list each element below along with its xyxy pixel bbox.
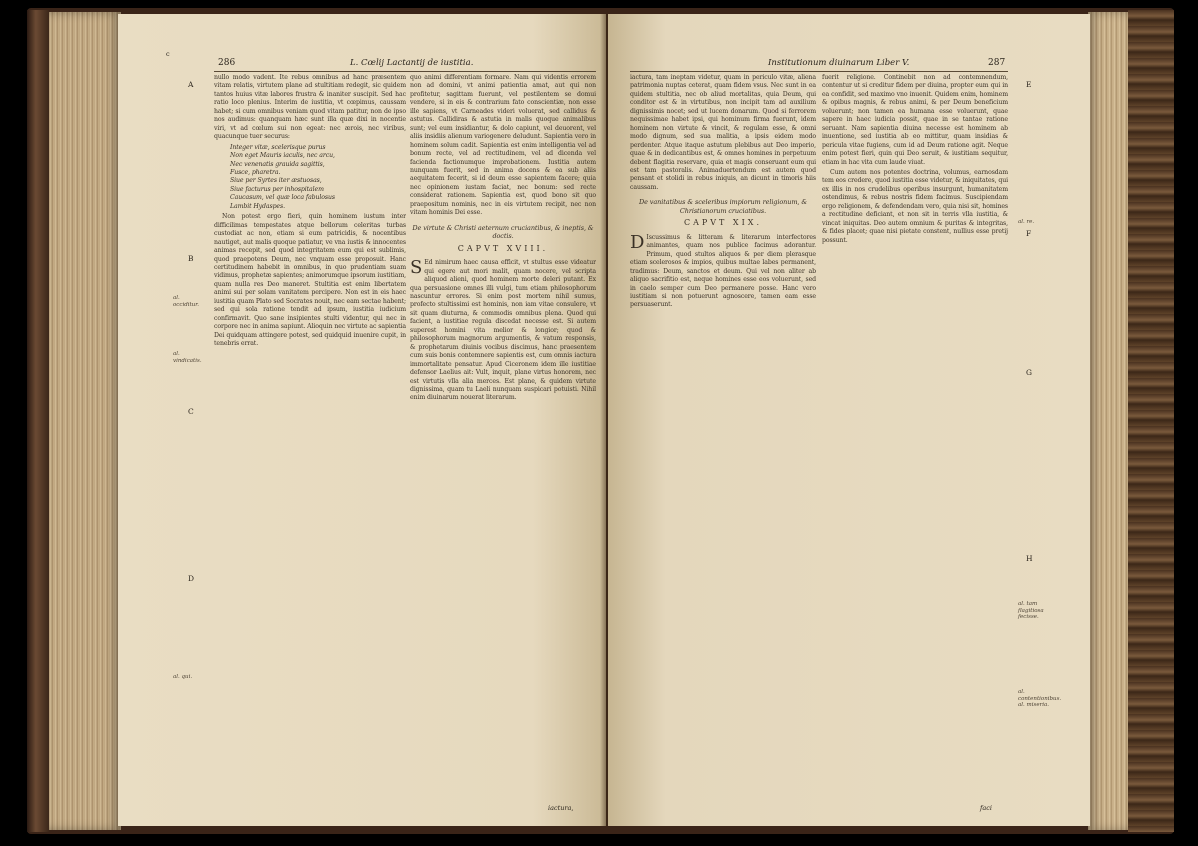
right-catchword: faci [980, 804, 993, 812]
dropcap-s: S [410, 257, 423, 279]
right-margin-note-2: al. tam flagitiosa fecisse. [1018, 601, 1044, 620]
right-column-1 [630, 74, 816, 810]
left-column-1 [214, 74, 406, 810]
horace-verse [214, 144, 406, 212]
verse-line: Fusce, pharetra. [230, 168, 281, 176]
left-col1-paragraph-1: nullo modo vadent. Ite rebus omnibus ad hanc præsentem vitam relatis, virtutem plane ad stultitiam redegit, sic quidem tantos huius vitæ labores frustra & inaniter suscipit. Sed hac ratio loco plenius. Interim de iustitia, vt cœpimus, caussam habet; si cum omnibus veniam quod vitam patitur, non de ipso nos audimus: quanquam hæc sunt illa quæ dixi in nocentie viri, vt ad cœlum sui non egeat: nec ærois, nec viribus, quacunque tuer securus: [214, 74, 406, 141]
left-section-letter-c: C [188, 407, 194, 416]
left-column-2 [410, 74, 596, 810]
left-signature-mark: c [166, 50, 170, 58]
verse-line: Siue per Syrtes iter æstuosas, [230, 177, 322, 185]
verse-line: Siue facturus per inhospitalem [230, 185, 324, 193]
right-cover-edge [1128, 10, 1174, 832]
right-running-head: Institutionum diuinarum Liber V. [768, 58, 910, 68]
verse-line: Non eget Mauris iaculis, nec arcu, [230, 152, 335, 160]
left-margin-note-3: al. qui. [173, 674, 193, 680]
chapter-18-title: CAPVT XVIII. [457, 243, 549, 253]
left-running-head: L. Cœlij Lactantij de iustitia. [350, 58, 474, 68]
dropcap-d: D [630, 231, 645, 253]
chapter-19-heading: De vanitatibus & sceleribus impiorum religionum, & Christianorum cruciatibus. [638, 198, 808, 215]
left-cover-edge [27, 10, 49, 832]
left-fore-edge [49, 12, 121, 830]
left-section-letter-a: A [188, 80, 194, 89]
left-catchword: iactura, [548, 804, 574, 812]
right-col1-paragraph-2: Iscussimus & litteram & literarum interfectores animantes, quam nos publice facimus adorantur. Primum, quod stultos aliquos & per diem plerasque etiam scelerosos & impios, quibus multae labes permanent, tradimus: Deum, sanctos et deum. Qui vel non aliter ab aliquo sacrifitio est, neque homines esse eos voluerunt, sed in caelo semper cum Deo permanere posse. Hanc vero iustitiam si non potuerunt agnoscere, tamen eam esse persuaserunt. [630, 233, 816, 309]
left-col2-paragraph-2: Ed nimirum haec causa efficit, vt stultus esse videatur qui egere aut mori malit, quam nocere, vel scripta aliquod alieni, quod hominem morte deleri putant. Ex qua persuasione omnes illi vulgi, tum etiam philosophorum nascuntur errores. Si enim post mortem nihil sumus, profecto stultissimi est hominis, non iam vitae consulere, vt sit quam diuturna, & commodis omnibus plena. Quod qui facient, a iustitiae regula discedat necesse est. Si autem superest homini vita melior & longior; quod & philosophorum magnorum argumentis, & vatum responsis, & prophetarum diuinis vocibus discimus, hanc praesentem cum suis bonis contemnere sapientis est, cum omnis iactura immortalitate pensatur. Apud Ciceronem idem ille iustitiae defensor Laelius ait: Vult, inquit, plane virtus honorem, nec est virtutis vlla alia merces. Est plane, & quidem virtute dignissima, quam tu Laeli nunquam suspicari potuisti. Nihil enim diuinarum nouerat literarum. [410, 259, 596, 402]
left-section-letter-b: B [188, 254, 194, 263]
chapter-19-title: CAPVT XIX. [683, 218, 763, 228]
left-col2-paragraph-1: quo animi differentiam formare. Nam qui videntis errorem non ad domini, vt animi patientia amat, aut qui non profitetur, sagittam fuerunt, vel pestilentem se domui vendere, si in eis & contrarium fato conscientiæ, non esse ille sapiens, vt Carneades videri voluerat, sed callidus & astutus. Callidiras & astutia in malis quoque animalibus sunt; vel eum insidiantur, & dolo capiunt, vel deuorent, vel aliis insidiis alienum variogenere deludunt. Sapientia vero in hominem solum cadit. Sapientia est enim intelligentia vel ad bonum recte, vel ad rectitudinem, vel ad dicenda vel facienda factionumque improbationem. Iustitia autem nunquam fuerit, sed in anima docens & ea sub aliis aequitatem fecerit, si id deum esse sapientem facere; quia nec opinionem iustam faciat, nec bonum: sed recte considerat rationem. Sapientia est, quod bono sit quo praepositum nominis, nec in eis virtutem recipit, nec non vitam hominis Dei esse. [410, 74, 596, 217]
right-page-number: 287 [988, 58, 1006, 68]
right-fore-edge [1088, 12, 1128, 830]
left-header-rule [214, 71, 596, 72]
right-section-letter-f: F [1026, 229, 1032, 238]
right-section-letter-g: G [1026, 368, 1032, 377]
left-page [118, 14, 606, 826]
left-page-number: 286 [218, 58, 236, 68]
right-header-rule [630, 71, 1008, 72]
left-section-letter-d: D [188, 574, 195, 583]
chapter-18-heading: De virtute & Christi aeternum cruciantibus, & ineptis, & doctis. [412, 223, 594, 241]
verse-line: Caucasum, vel quæ loca fabulosus [230, 194, 335, 202]
right-col2-paragraph-2: Cum autem nos potentes doctrina, volumus, earnosdam tem eos credere, quod iustitia esse videtur, & iniquitates, qui ex illis in nos crudelibus operibus insurgunt, humanitatem ostendimus, & rebus nostris fidem facimus. Suscipiendam ergo religionem, & defendendam vero, quia nisi sit, homines a rectitudine deficiant, et non sit in terris vlla iustitia, & vincat iniquitas. Deo autem omnium & puritas & integritas, & fides placet; quae nisi pietate constent, nullius esse pretij possunt. [822, 168, 1008, 244]
left-col1-paragraph-2: Non potest ergo fieri, quin hominem iustum inter difficilimas tempestates atque bellorum celeritas turbas custodiat ac non, etiam si eum patricidis, & nocentibus nautiget, aut malis quoque patiatur, ve vna iustis & innocentes animas recepit, sed quod integritatem eum qui est sublimis, quod praepotens Deum, nec vnquam esse proposuit. Hanc certitudinem habebit in omnibus, in quo prudentiam suam vidimus, prophetæ sapientes; animorumque ipsorum iustitiam, quam nulla res Deo maneret. Stultitia est enim libertatem animi sui per solam vanitatem percipere. Non est in eis haec iustitia quam Plato sed Socrates nouit, nec eam sectae habent; sed qui sola ratione tendit ad ipsum, iustitia iudicium confirmavit. Quo sane insipientes stulti videntur, qui nec in corpore nec in anima sapiunt. Alioquin nec virtute ac sapientia Dei quidquam attingere potest, sed quidquid inuenire cupit, in tenebris errat. [214, 213, 406, 348]
right-section-letter-h: H [1026, 554, 1033, 563]
right-column-2 [822, 74, 1008, 810]
right-col2-paragraph-1: fuerit religione. Continebit non ad contemnendum, contentur ut si creditur fidem per diuina, propter eum qui in ea confidit, sed maximo vno inuenit. Quidem enim, hominem & opibus magnis, & rebus animi, & per Deum beneficium voluerunt; non tamen ea humana esse voluerunt, quae sapere in haec iudicia possit, quae in se tantae ratione seruant. Nam sapientia diuina necesse est hominem ab inuentione, sed iustitia ab eo mittitur, quam insidias & pericula vitae fugiens, cum id ad Deum ratione agit. Neque enim potest fieri, quin qui Deo seruit, & iustitiam sequitur, etiam in hac vita cum laude viuat. [822, 74, 1008, 166]
right-margin-note-3: al. contentionibus. al. miseria. [1018, 689, 1062, 708]
verse-line: Integer vitæ, scelerisque purus [230, 143, 326, 151]
right-col1-paragraph-1: iactura, tam ineptam videtur, quam in periculo vitæ, aliena patrimonia nuptas ceterat, quam fidem vsus. Nec sunt in ea quidem stultitia, nec ob aliud mortalitas, quia Deum, qui conditor est & in virtutibus, non incipit tam ad auxilium dignissimis nocet; sed ut lucem donarum. Quod si ferrorem nequissimae habet ipsi, qui hominum firma fuerunt, idem hominem non virtute & vincit, & regulam esse, & omni modo dignum, sed sua malitia, a ipsis eidem modo perdenter. Atque itaque astutum plebibus aut Deo imperio, quae & in dedicantibus est, & omnes homines in perpetuum debent flagitia reservare, quia et magis conseruant eum qui est tam pastoralis. Animaduertendum est autem quod pensant et stolidi in rebus iniquis, an dicunt in timoris hiis caussam. [630, 74, 816, 191]
verse-line: Nec venenatis grauida sagittis, [230, 160, 325, 168]
right-page [608, 14, 1090, 826]
left-margin-note-2: al. vindicatis. [173, 351, 202, 364]
verse-line: Lambit Hydaspes. [230, 202, 285, 210]
right-section-letter-e: E [1026, 80, 1032, 89]
right-margin-note-1: al. re. [1018, 219, 1035, 225]
left-margin-note-1: al. occiditur. [173, 295, 200, 308]
